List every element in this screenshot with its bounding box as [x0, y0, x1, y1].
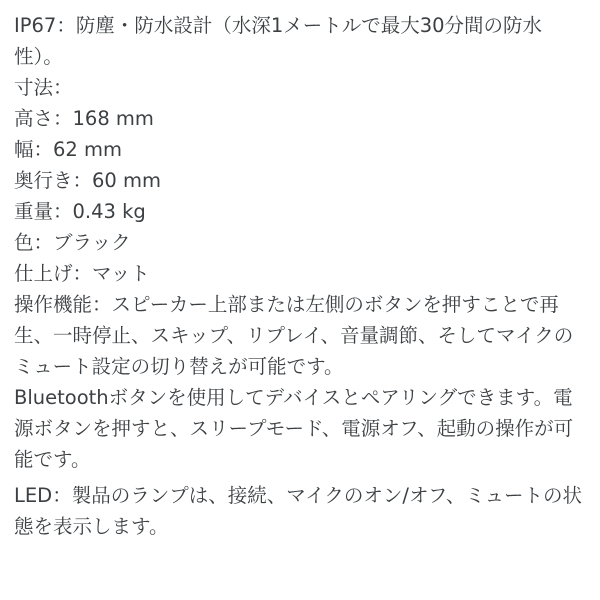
- spec-line-ip-rating: IP67：防塵・防水設計（水深1メートルで最大30分間の防水性）。: [14, 14, 543, 68]
- spec-paragraph-controls: 操作機能：スピーカー上部または左側のボタンを押すことで再生、一時停止、スキップ、リプレイ、音量調節、そしてマイクのミュート設定の切り替えが可能です。: [14, 293, 574, 378]
- spec-line-depth: 奥行き：60 mm: [14, 169, 162, 192]
- spec-line-width: 幅：62 mm: [14, 138, 123, 161]
- spec-paragraph-led: LED：製品のランプは、接続、マイクのオン/オフ、ミュートの状態を表示します。: [14, 484, 582, 538]
- spec-line-height: 高さ：168 mm: [14, 107, 154, 130]
- spec-line-weight: 重量：0.43 kg: [14, 200, 146, 223]
- spec-line-color: 色：ブラック: [14, 231, 131, 254]
- spec-line-finish: 仕上げ：マット: [14, 262, 150, 285]
- spec-line-dimensions-label: 寸法：: [14, 76, 73, 99]
- spec-paragraph-bluetooth: Bluetoothボタンを使用してデバイスとペアリングできます。電源ボタンを押すと、スリープモード、電源オフ、起動の操作が可能です。: [14, 386, 574, 471]
